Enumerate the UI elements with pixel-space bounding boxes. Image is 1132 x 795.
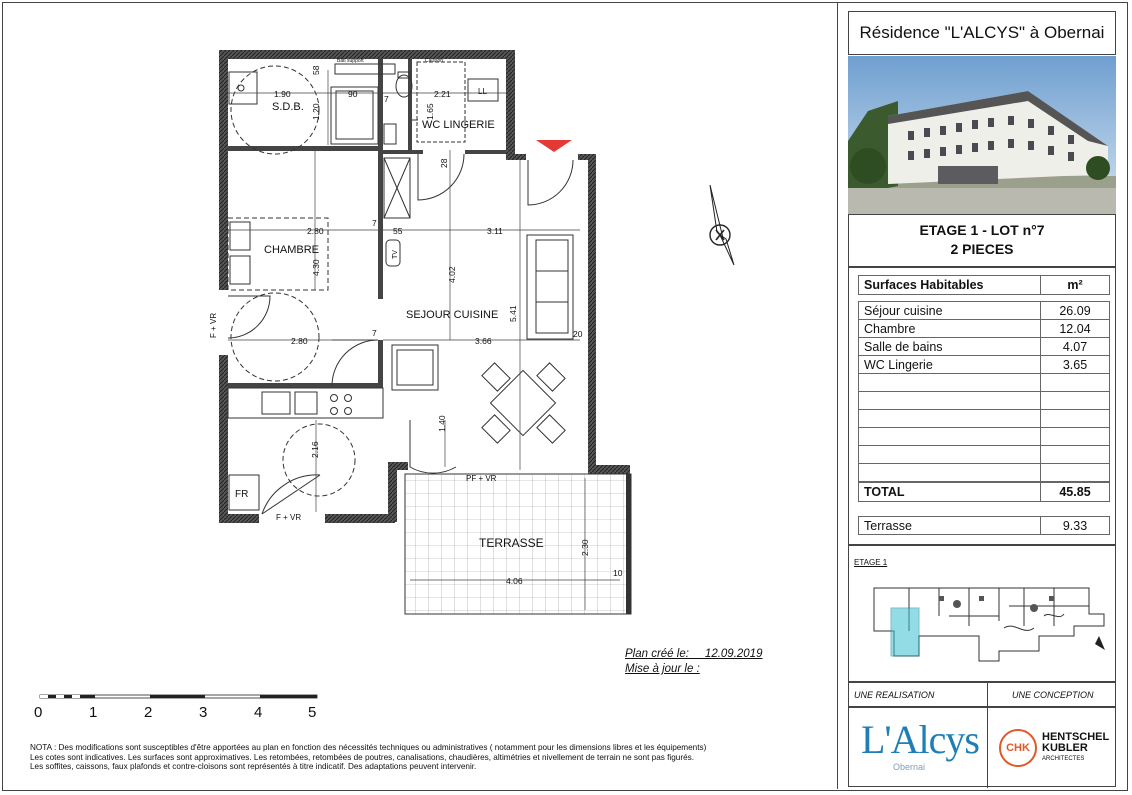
key-plan-label: ETAGE 1 <box>854 558 888 567</box>
updated-date: Mise à jour le : <box>625 663 700 675</box>
building-photo <box>848 56 1116 214</box>
realisation-label: UNE REALISATION <box>854 690 935 700</box>
terrace-value: 9.33 <box>1041 517 1110 535</box>
bati-support-label: Bâti support <box>337 58 364 64</box>
svg-text:2.30: 2.30 <box>580 539 590 556</box>
window-bottom-label: F + VR <box>276 513 302 522</box>
ll-label: LL <box>478 87 487 96</box>
surfaces-header-label: Surfaces Habitables <box>859 276 1041 295</box>
sdb-fixtures <box>229 62 498 218</box>
scale-tick: 4 <box>254 704 263 721</box>
chk-logo: CHK <box>999 729 1037 767</box>
svg-text:58: 58 <box>311 65 321 75</box>
svg-text:4.02: 4.02 <box>447 266 457 283</box>
room-chambre: CHAMBRE <box>264 244 320 256</box>
svg-text:1.40: 1.40 <box>437 415 447 432</box>
svg-text:2.80: 2.80 <box>307 226 324 236</box>
conception-label: UNE CONCEPTION <box>1012 690 1094 700</box>
caisson-label: Caisson <box>425 58 444 64</box>
entrance-arrow-icon <box>536 140 572 152</box>
scale-tick: 2 <box>144 704 153 721</box>
svg-text:7: 7 <box>372 218 377 228</box>
table-row <box>859 392 1110 410</box>
scale-tick: 0 <box>34 704 43 721</box>
svg-text:1.65: 1.65 <box>425 103 435 120</box>
svg-text:10: 10 <box>613 568 623 578</box>
svg-text:1.20: 1.20 <box>311 103 321 120</box>
kitchen <box>228 388 383 510</box>
svg-text:2.16: 2.16 <box>310 441 320 458</box>
tv-label: TV <box>392 250 399 259</box>
alcys-logo-sub: Obernai <box>893 762 926 772</box>
table-row: Salle de bains 4.07 <box>859 338 1110 356</box>
terrace-label: Terrasse <box>859 517 1041 535</box>
logos-bar <box>848 707 1116 787</box>
total-value: 45.85 <box>1041 483 1110 502</box>
window-left-label: F + VR <box>209 312 218 338</box>
svg-text:4.30: 4.30 <box>311 259 321 276</box>
scale-tick: 1 <box>89 704 98 721</box>
surfaces-table <box>858 301 1110 482</box>
patio-door-label: PF + VR <box>466 474 497 483</box>
total-row <box>858 482 1110 502</box>
key-plan-drawing <box>849 566 1115 686</box>
north-arrow-icon <box>710 185 734 265</box>
table-row: Séjour cuisine 26.09 <box>859 302 1110 320</box>
table-row <box>859 374 1110 392</box>
scale-bar <box>40 695 317 698</box>
svg-text:90: 90 <box>348 89 358 99</box>
bedroom-furniture <box>228 218 400 381</box>
svg-text:55: 55 <box>393 226 403 236</box>
terrace-row <box>858 516 1110 535</box>
lot-header: ETAGE 1 - LOT n°7 2 PIECES <box>848 214 1116 267</box>
key-plan <box>848 545 1116 682</box>
room-sdb: S.D.B. <box>272 101 304 113</box>
created-date: Plan créé le: 12.09.2019 <box>625 648 763 660</box>
room-wc: WC LINGERIE <box>422 119 495 131</box>
table-row: Chambre 12.04 <box>859 320 1110 338</box>
svg-text:20: 20 <box>573 329 583 339</box>
svg-text:4.06: 4.06 <box>506 576 523 586</box>
svg-text:7: 7 <box>372 328 377 338</box>
svg-text:3.11: 3.11 <box>487 226 503 236</box>
table-row <box>859 446 1110 464</box>
surfaces-header <box>858 275 1110 295</box>
svg-text:2.80: 2.80 <box>291 336 308 346</box>
scale-tick: 5 <box>308 704 317 721</box>
table-row <box>859 410 1110 428</box>
table-row: WC Lingerie 3.65 <box>859 356 1110 374</box>
room-sejour: SEJOUR CUISINE <box>406 309 499 321</box>
table-row <box>859 464 1110 482</box>
svg-text:28: 28 <box>439 158 449 168</box>
north-arrow-icon <box>1095 636 1105 650</box>
credits-bar <box>848 682 1116 707</box>
disclaimer-note: NOTA : Des modifications sont susceptibles d'être apportées au plan en fonction des nécessités techniques ou administratives ( notamment pour les dimensions libres et les équipements) Les cotes sont indicatives. Les surfaces sont approximatives. Les retombées, retombées de poutres, canalisations, chaudières, altimétries et nivellement de terrain ne sont pas figurés. Les soffites, caissons, faux plafonds et contre-cloisons sont représentés à titre indicatif. Des adaptations peuvent intervenir. <box>30 743 707 771</box>
info-sidebar <box>837 3 1128 789</box>
total-label: TOTAL <box>859 483 1041 502</box>
room-terrasse: TERRASSE <box>479 536 544 550</box>
scale-tick: 3 <box>199 704 208 721</box>
surfaces-header-unit: m² <box>1041 276 1110 295</box>
table-row <box>859 428 1110 446</box>
svg-text:2.21: 2.21 <box>434 89 451 99</box>
alcys-logo: L'Alcys <box>861 717 979 762</box>
architects-logo: HENTSCHEL KUBLER ARCHITECTES <box>1042 731 1110 762</box>
svg-text:1.90: 1.90 <box>274 89 291 99</box>
residence-title: Résidence "L'ALCYS" à Obernai <box>848 11 1116 55</box>
svg-text:5.41: 5.41 <box>508 305 518 322</box>
svg-text:7: 7 <box>384 94 389 104</box>
svg-text:3.66: 3.66 <box>475 336 492 346</box>
fridge-label: FR <box>235 489 249 500</box>
